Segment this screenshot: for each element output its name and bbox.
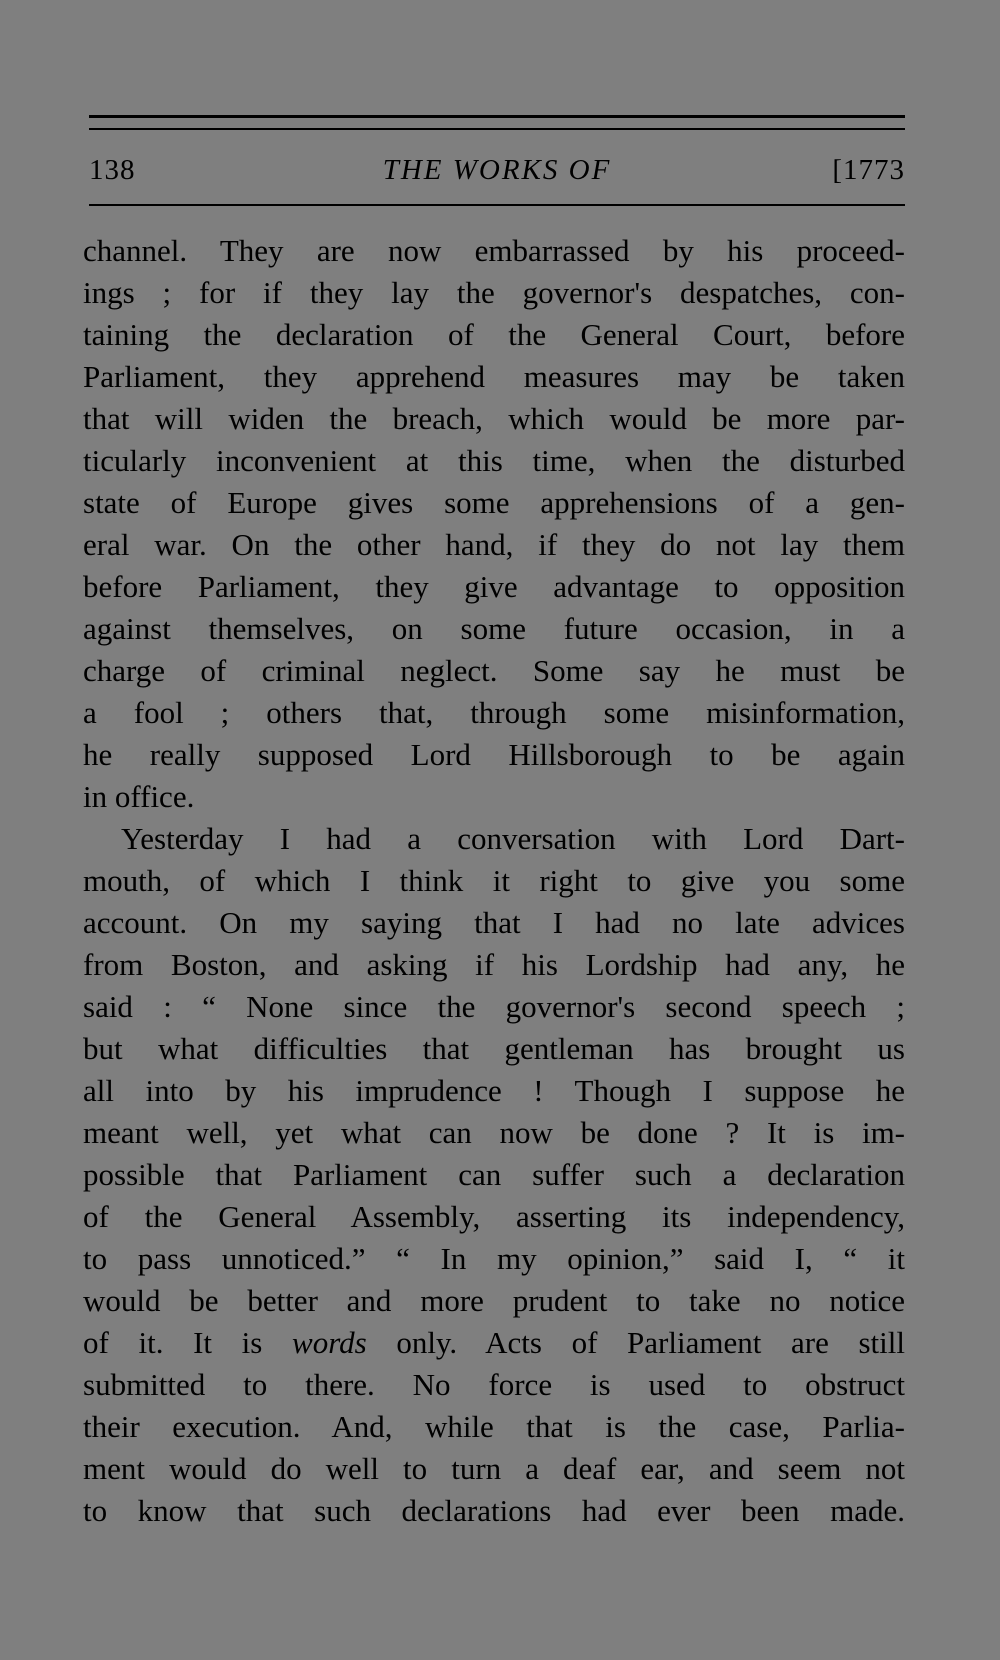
text-line: he really supposed Lord Hillsborough to be again [83, 737, 905, 772]
text-line: would be better and more prudent to take no notice [83, 1283, 905, 1318]
text-line: eral war. On the other hand, if they do not lay them [83, 527, 905, 562]
header-year: [1773 [832, 154, 905, 186]
text-line: but what difficulties that gentleman has brought us [83, 1031, 905, 1066]
running-title: THE WORKS OF [382, 154, 612, 186]
header-rule [89, 204, 905, 206]
text-line: to know that such declarations had ever been made. [83, 1493, 905, 1528]
text-line: their execution. And, while that is the case, Parlia- [83, 1409, 905, 1444]
running-header [89, 148, 905, 192]
text-run: of it. It is [83, 1325, 293, 1360]
text-line: all into by his imprudence ! Though I suppose he [83, 1073, 905, 1108]
text-line: channel. They are now embarrassed by his proceed- [83, 233, 905, 268]
text-line: ings ; for if they lay the governor's despatches, con- [83, 275, 905, 310]
text-line: Yesterday I had a conversation with Lord Dart- [121, 821, 905, 856]
text-line-with-italic [83, 1322, 905, 1364]
body-text [83, 230, 905, 1532]
text-line: against themselves, on some future occasion, in a [83, 611, 905, 646]
text-line: mouth, of which I think it right to give you some [83, 863, 905, 898]
text-line: before Parliament, they give advantage to opposition [83, 569, 905, 604]
text-line: Parliament, they apprehend measures may be taken [83, 359, 905, 394]
text-line: possible that Parliament can suffer such a declaration [83, 1157, 905, 1192]
text-line: of the General Assembly, asserting its independency, [83, 1199, 905, 1234]
italic-word: words [292, 1325, 367, 1360]
text-line: ment would do well to turn a deaf ear, and seem not [83, 1451, 905, 1486]
text-line: meant well, yet what can now be done ? It is im- [83, 1115, 905, 1150]
page-number: 138 [89, 154, 136, 186]
paragraph-1 [83, 230, 905, 818]
text-line: charge of criminal neglect. Some say he must be [83, 653, 905, 688]
text-line: state of Europe gives some apprehensions of a gen- [83, 485, 905, 520]
text-line: ticularly inconvenient at this time, when the disturbed [83, 443, 905, 478]
text-line: said : “ None since the governor's second speech ; [83, 989, 905, 1024]
text-line: submitted to there. No force is used to obstruct [83, 1367, 905, 1402]
text-line: taining the declaration of the General Court, before [83, 317, 905, 352]
paragraph-2 [83, 818, 905, 1532]
text-line: to pass unnoticed.” “ In my opinion,” said I, “ it [83, 1241, 905, 1276]
text-line: account. On my saying that I had no late advices [83, 905, 905, 940]
text-line: from Boston, and asking if his Lordship had any, he [83, 947, 905, 982]
text-run: only. Acts of Parliament are still [366, 1325, 905, 1360]
text-line: a fool ; others that, through some misinformation, [83, 695, 905, 730]
top-rule [89, 115, 905, 118]
top-rule-thin [89, 128, 905, 130]
text-line: that will widen the breach, which would be more par- [83, 401, 905, 436]
text-line: in office. [83, 779, 195, 814]
